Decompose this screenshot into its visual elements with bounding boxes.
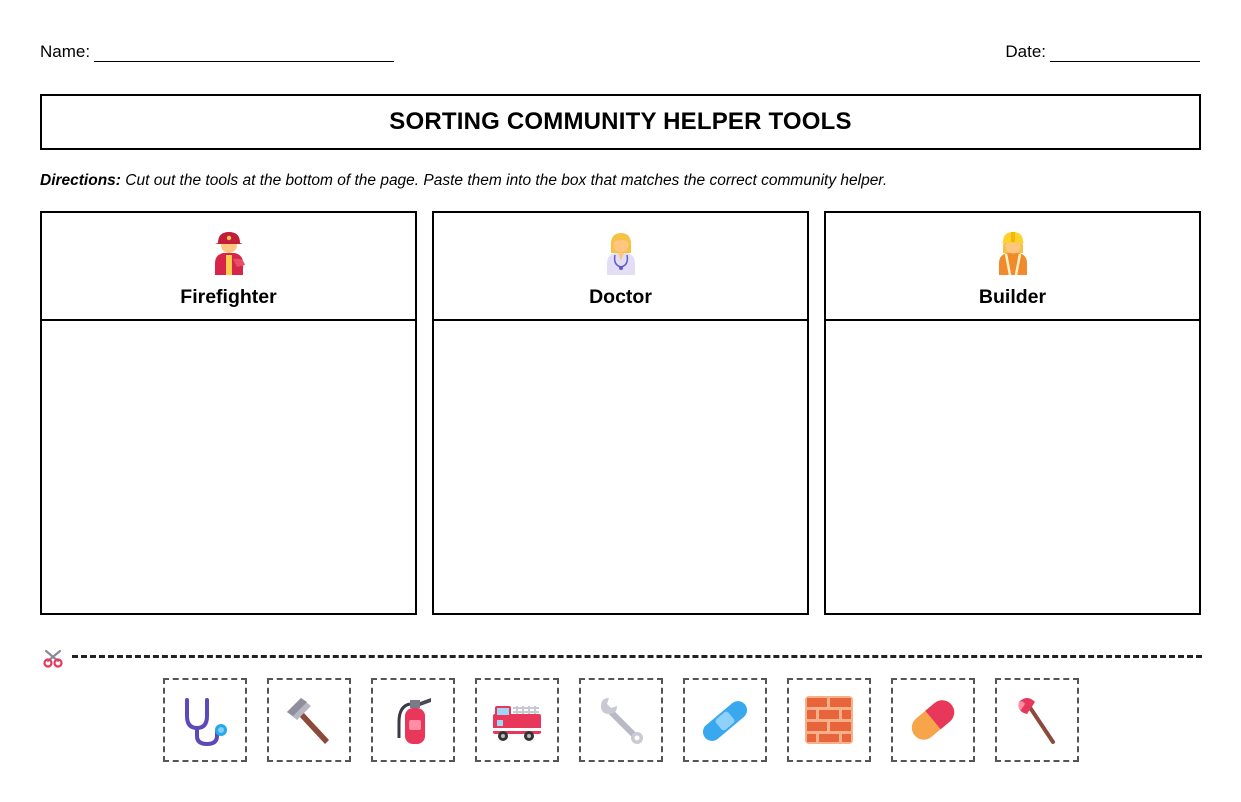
date-line[interactable]: [1050, 45, 1200, 62]
name-date-row: [40, 42, 1200, 64]
name-line[interactable]: [94, 45, 394, 62]
helper-label: Doctor: [589, 286, 652, 308]
date-label: Date:: [1005, 42, 1046, 61]
scissors-icon: [42, 647, 64, 669]
construction-worker-icon: [993, 229, 1033, 275]
helper-column-builder: [824, 211, 1201, 615]
stethoscope-icon: [177, 692, 233, 748]
tool-card[interactable]: [579, 678, 663, 762]
directions-text: Cut out the tools at the bottom of the page. Paste them into the box that matches the correct community helper.: [120, 172, 888, 189]
fire-extinguisher-icon: [385, 692, 441, 748]
tool-card[interactable]: [683, 678, 767, 762]
tool-card[interactable]: [371, 678, 455, 762]
helper-column-firefighter: [40, 211, 417, 615]
tool-card[interactable]: [995, 678, 1079, 762]
directions: [40, 172, 887, 190]
pill-icon: [905, 692, 961, 748]
cut-dashed-line: [72, 655, 1202, 658]
adhesive-bandage-icon: [697, 692, 753, 748]
helper-column-header: [826, 213, 1199, 321]
tool-card[interactable]: [163, 678, 247, 762]
tool-card[interactable]: [267, 678, 351, 762]
hammer-icon: [281, 692, 337, 748]
tool-card[interactable]: [475, 678, 559, 762]
bricks-icon: [801, 692, 857, 748]
helper-column-header: [42, 213, 415, 321]
title-box: [40, 94, 1201, 150]
name-label: Name:: [40, 42, 91, 61]
helper-column-doctor: [432, 211, 809, 615]
doctor-icon: [601, 229, 641, 275]
helper-column-header: [434, 213, 807, 321]
tool-card[interactable]: [787, 678, 871, 762]
fire-engine-icon: [489, 692, 545, 748]
paste-area-doctor[interactable]: [434, 321, 807, 613]
directions-prefix: Directions:: [40, 172, 121, 189]
paste-area-builder[interactable]: [826, 321, 1199, 613]
date-field[interactable]: [1005, 42, 1200, 62]
firefighter-icon: [209, 229, 249, 275]
axe-icon: [1009, 692, 1065, 748]
page-title: SORTING COMMUNITY HELPER TOOLS: [389, 108, 852, 135]
wrench-icon: [593, 692, 649, 748]
name-field[interactable]: [40, 42, 394, 62]
helper-label: Firefighter: [180, 286, 277, 308]
cut-line-row: [40, 646, 1202, 670]
paste-area-firefighter[interactable]: [42, 321, 415, 613]
tool-card[interactable]: [891, 678, 975, 762]
helper-label: Builder: [978, 286, 1047, 308]
